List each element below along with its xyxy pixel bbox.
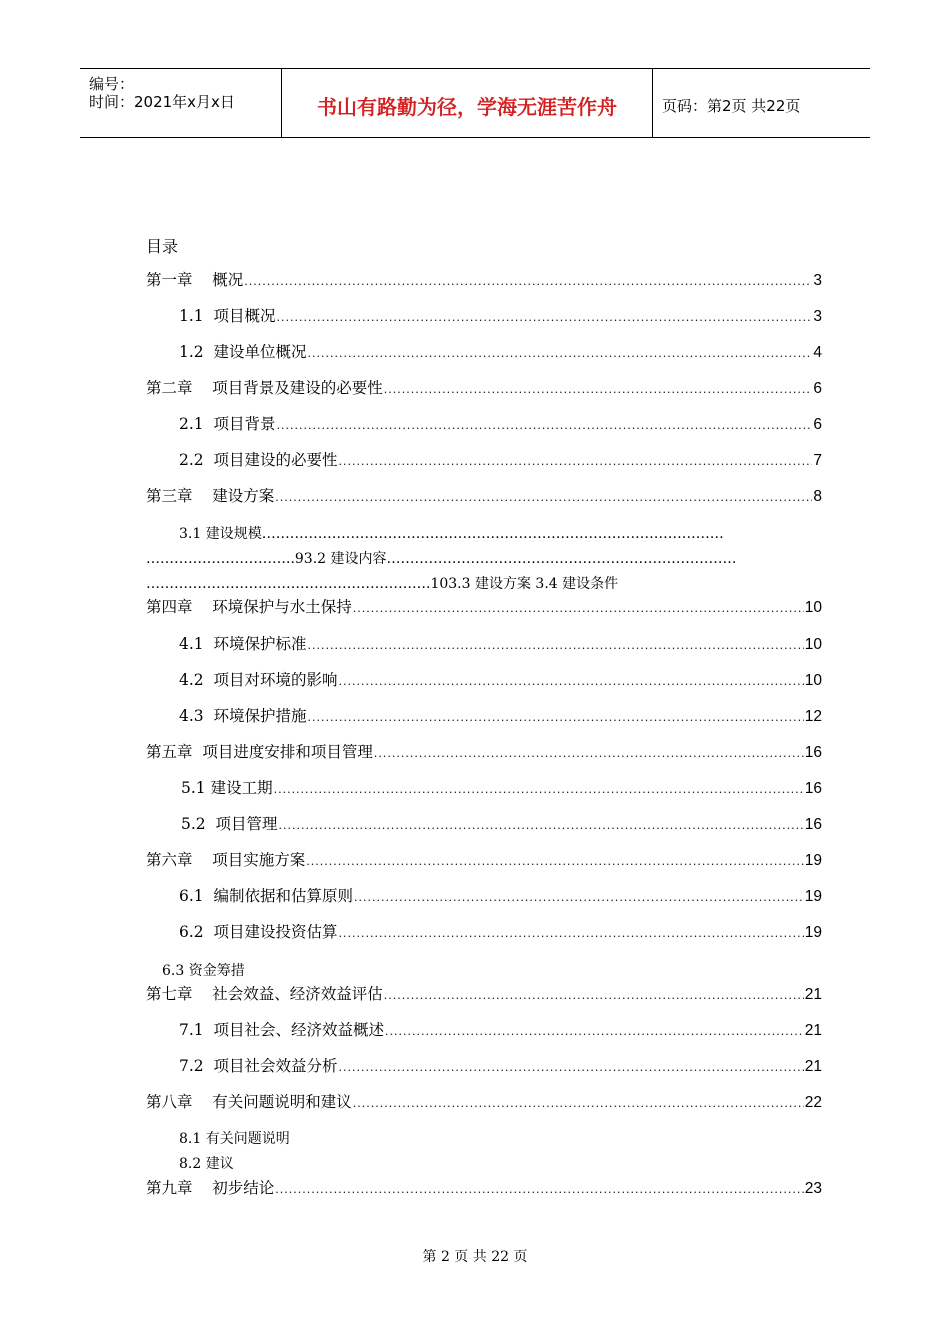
serial-label: 编号： (89, 75, 135, 93)
page-footer: 第 2 页 共 22 页 (422, 1249, 528, 1265)
leader-dots (374, 747, 804, 760)
toc-entry-label: 6.1 编制依据和估算原则 (179, 887, 354, 905)
toc-entry[interactable] (179, 884, 822, 906)
toc-entry-page: 22 (804, 1094, 822, 1111)
toc-entry[interactable] (146, 268, 822, 290)
toc-entry[interactable] (179, 668, 822, 690)
page-count-label: 页码：第2页 共22页 (662, 97, 801, 115)
toc-plain-line: 6.3 资金筹措 (162, 963, 245, 979)
leader-dots (384, 383, 813, 396)
toc-entry[interactable] (181, 776, 822, 798)
leader-dots (275, 491, 812, 504)
time-label: 时间：2021年x月x日 (89, 93, 235, 111)
toc-entry-label: 5.2 项目管理 (181, 815, 278, 833)
toc-entry[interactable] (146, 1176, 822, 1198)
toc-entry[interactable] (179, 412, 822, 434)
toc-entry-label: 第六章 项目实施方案 (146, 851, 306, 869)
toc-entry-label: 第七章 社会效益、经济效益评估 (146, 985, 383, 1003)
toc-entry-page: 8 (813, 488, 822, 505)
toc-entry-page: 3 (813, 308, 822, 325)
toc-entry[interactable] (146, 848, 822, 870)
leader-dots (274, 783, 804, 796)
toc-entry[interactable] (146, 740, 822, 762)
toc-entry-page: 12 (804, 708, 822, 725)
leader-dots (339, 455, 813, 468)
toc-entry-page: 23 (804, 1180, 822, 1197)
toc-entry-label: 1.1 项目概况 (179, 307, 276, 325)
toc-plain-line: …………………………………………………….103.3 建设方案 3.4 建设条件 (146, 576, 619, 592)
toc-entry-label: 4.3 环境保护措施 (179, 707, 307, 725)
toc-entry-label: 7.2 项目社会效益分析 (179, 1057, 338, 1075)
leader-dots (353, 602, 804, 615)
leader-dots (279, 819, 804, 832)
leader-dots (277, 419, 813, 432)
leader-dots (353, 1097, 804, 1110)
toc-entry[interactable] (179, 704, 822, 726)
toc-plain-line: 8.1 有关问题说明 (179, 1131, 290, 1147)
toc-entry-page: 6 (813, 380, 822, 397)
leader-dots (339, 1061, 804, 1074)
leader-dots (244, 275, 812, 288)
toc-entry-page: 3 (813, 272, 822, 289)
toc-entry-label: 第五章 项目进度安排和项目管理 (146, 743, 373, 761)
toc-entry[interactable] (179, 304, 822, 326)
toc-entry-label: 6.2 项目建设投资估算 (179, 923, 338, 941)
toc-entry[interactable] (181, 812, 822, 834)
toc-entry[interactable] (146, 982, 822, 1004)
leader-dots (308, 639, 804, 652)
leader-dots (384, 989, 804, 1002)
toc-entry-page: 10 (804, 636, 822, 653)
toc-entry-label: 第一章 概况 (146, 271, 244, 289)
toc-plain-line: …………………………..93.2 建设内容………………………………………………………………… (146, 551, 737, 567)
document-header (80, 68, 870, 138)
toc-entry-page: 6 (813, 416, 822, 433)
leader-dots (339, 675, 804, 688)
toc-entry-page: 4 (813, 344, 822, 361)
leader-dots (308, 711, 804, 724)
header-page-cell (653, 69, 870, 137)
toc-entry[interactable] (146, 376, 822, 398)
toc-entry-label: 第九章 初步结论 (146, 1179, 275, 1197)
leader-dots (354, 891, 804, 904)
toc-entry-label: 1.2 建设单位概况 (179, 343, 307, 361)
toc-entry-label: 5.1 建设工期 (181, 779, 273, 797)
motto: 书山有路勤为径，学海无涯苦作舟 (317, 95, 617, 119)
toc-entry[interactable] (179, 1054, 822, 1076)
leader-dots (306, 855, 804, 868)
toc-entry-page: 19 (804, 924, 822, 941)
toc-entry[interactable] (179, 632, 822, 654)
toc-entry-label: 第三章 建设方案 (146, 487, 275, 505)
toc-entry[interactable] (146, 1090, 822, 1112)
toc-entry[interactable] (146, 595, 822, 617)
toc-entry-label: 4.1 环境保护标准 (179, 635, 307, 653)
toc-entry-label: 第二章 项目背景及建设的必要性 (146, 379, 383, 397)
toc-plain-line: 3.1 建设规模……………………………………………………………………………………… (179, 526, 724, 542)
leader-dots (339, 927, 804, 940)
leader-dots (275, 1183, 804, 1196)
toc-entry-page: 16 (804, 780, 822, 797)
leader-dots (308, 347, 813, 360)
header-motto-cell (282, 69, 653, 137)
toc-entry-page: 16 (804, 744, 822, 761)
toc-entry-page: 21 (804, 1058, 822, 1075)
toc-entry-label: 第四章 环境保护与水土保持 (146, 598, 352, 616)
toc-entry-page: 21 (804, 1022, 822, 1039)
header-meta-cell (80, 69, 282, 137)
toc-entry-label: 2.1 项目背景 (179, 415, 276, 433)
toc-entry[interactable] (179, 920, 822, 942)
toc-entry-label: 第八章 有关问题说明和建议 (146, 1093, 352, 1111)
toc-title: 目录 (146, 237, 179, 256)
toc-entry[interactable] (179, 1018, 822, 1040)
toc-entry-label: 2.2 项目建设的必要性 (179, 451, 338, 469)
toc-entry-label: 4.2 项目对环境的影响 (179, 671, 338, 689)
toc-entry[interactable] (146, 484, 822, 506)
toc-plain-line: 8.2 建议 (179, 1156, 234, 1172)
leader-dots (385, 1025, 804, 1038)
leader-dots (277, 311, 813, 324)
toc-entry-page: 10 (804, 672, 822, 689)
toc-entry-page: 21 (804, 986, 822, 1003)
toc-entry-page: 10 (804, 599, 822, 616)
toc-entry[interactable] (179, 448, 822, 470)
toc-entry[interactable] (179, 340, 822, 362)
toc-entry-page: 19 (804, 852, 822, 869)
toc-entry-page: 16 (804, 816, 822, 833)
toc-entry-page: 19 (804, 888, 822, 905)
toc-entry-page: 7 (813, 452, 822, 469)
toc-entry-label: 7.1 项目社会、经济效益概述 (179, 1021, 385, 1039)
